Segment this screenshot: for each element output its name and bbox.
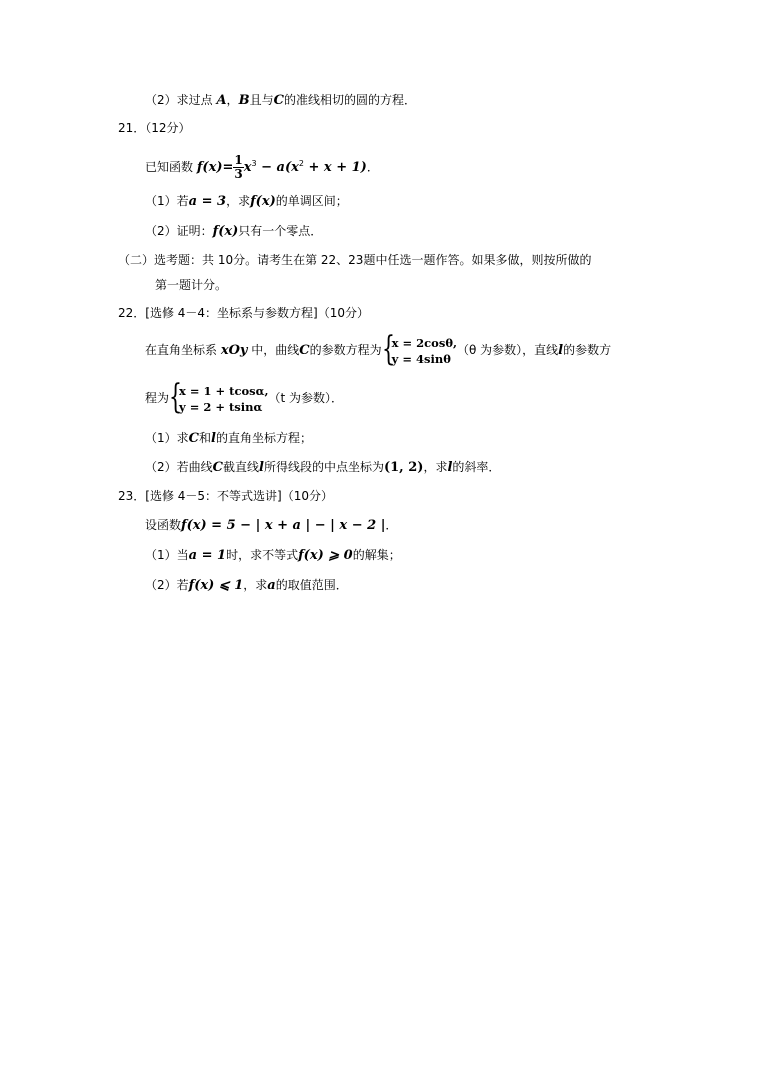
q20-part2: （2）求过点 A，B且与C的准线相切的圆的方程． [145, 93, 416, 108]
fraction-one-third: $\frac{1}{3}$ [234, 153, 243, 181]
q21-header: 21．（12分） [118, 121, 191, 135]
q23-part1: （1）当a = 1时，求不等式f(x) ⩾ 0的解集； [145, 548, 401, 563]
line-parametric-system: { x = 1 + tcosα, y = 2 + tsinα [169, 376, 269, 417]
q23-header: 23．[选修 4－5：不等式选讲]（10分） [118, 489, 333, 503]
q23-part2: （2）若f(x) ⩽ 1，求a的取值范围． [145, 578, 348, 593]
section2-instructions-line2: 第一题计分。 [155, 278, 228, 292]
q22-line2: 程为 { x = 1 + tcosα, y = 2 + tsinα （t 为参数）． [145, 376, 344, 417]
q21-function-definition: 已知函数 f(x)= $\frac{1}{3}$ $x^3 - a(x^2 + x + 1)$． [145, 153, 379, 181]
q22-part1: （1）求C和l的直角坐标方程； [145, 431, 312, 446]
q22-part2: （2）若曲线C截直线l所得线段的中点坐标为(1, 2)，求l的斜率． [145, 460, 501, 475]
q21-part2: （2）证明：f(x)只有一个零点． [145, 224, 323, 239]
section2-instructions-line1: （二）选考题：共 10分。请考生在第 22、23题中任选一题作答。如果多做，则按所做的 [118, 253, 592, 267]
left-brace: { [381, 328, 395, 369]
q22-line1: 在直角坐标系 xOy 中，曲线C的参数方程为 { x = 2cosθ, y = 4sinθ （θ 为参数），直线l的参数方 [145, 328, 612, 369]
q22-header: 22．[选修 4－4：坐标系与参数方程]（10分） [118, 306, 369, 320]
q23-function-definition: 设函数f(x) = 5 − | x + a | − | x − 2 |． [145, 518, 398, 533]
q21-part1: （1）若a = 3，求f(x)的单调区间； [145, 194, 348, 209]
left-brace: { [169, 376, 182, 417]
curve-parametric-system: { x = 2cosθ, y = 4sinθ [381, 328, 457, 369]
